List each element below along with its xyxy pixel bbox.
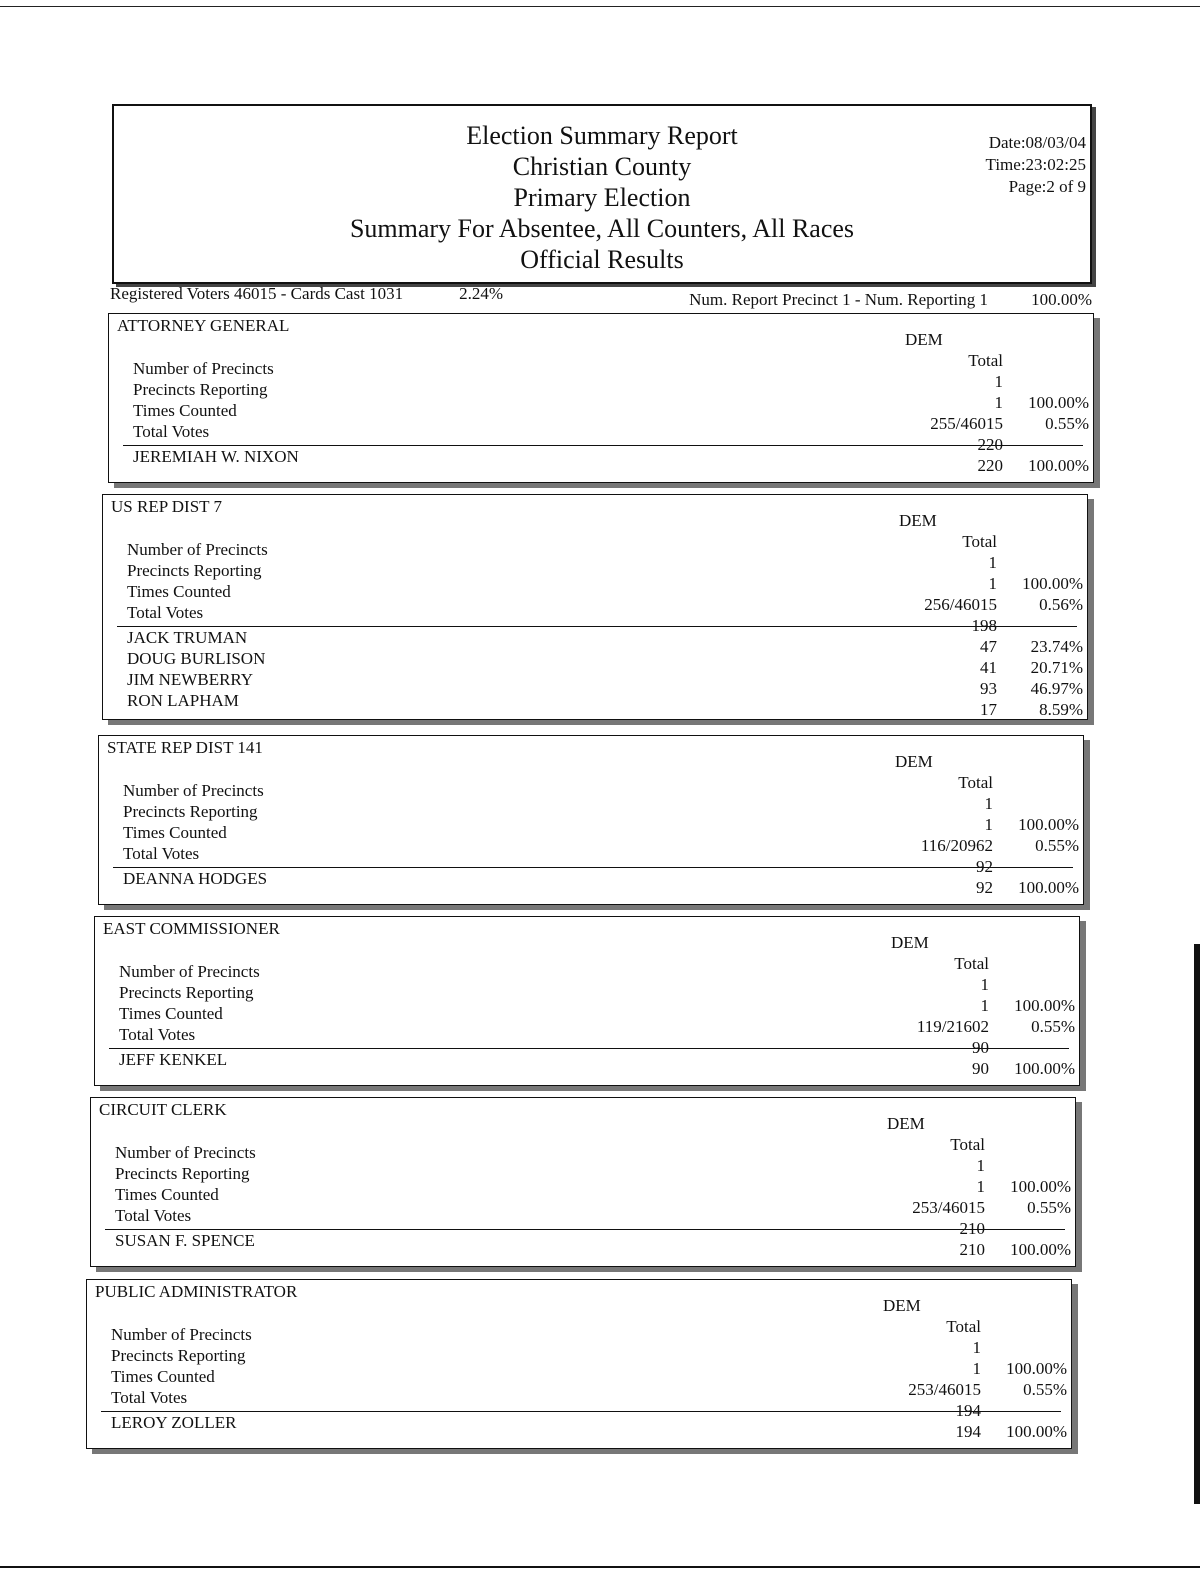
candidate-name: JACK TRUMAN (127, 628, 248, 647)
vote-value: 119/21602 (916, 1017, 989, 1036)
vote-value: 1 (972, 1359, 981, 1378)
candidate-list (119, 1049, 227, 1070)
vote-percent: 100.00% (1006, 1359, 1067, 1378)
vote-value: 256/46015 (924, 595, 997, 614)
vote-percent: 46.97% (1030, 679, 1083, 698)
candidate-list (133, 446, 299, 467)
vote-percent: 100.00% (1014, 996, 1075, 1015)
stat-value-row (873, 772, 1079, 793)
vote-value: 1 (976, 1177, 985, 1196)
race-title: PUBLIC ADMINISTRATOR (95, 1282, 298, 1301)
candidate-value-row (861, 1421, 1067, 1442)
vote-value: Total (968, 351, 1003, 370)
race-box (102, 494, 1088, 720)
vote-value: 1 (994, 393, 1003, 412)
race-title: US REP DIST 7 (111, 497, 222, 516)
stat-label: Times Counted (123, 823, 227, 842)
vote-value: 1 (972, 1338, 981, 1357)
candidate-value-row (877, 699, 1083, 720)
party-label: DEM (883, 1296, 921, 1315)
page-bottom-rule (0, 1566, 1200, 1568)
vote-value: 194 (955, 1422, 981, 1441)
vote-value: 1 (980, 996, 989, 1015)
stat-value-row (877, 531, 1083, 552)
vote-percent (997, 531, 1083, 552)
party-label: DEM (895, 752, 933, 771)
candidate-name: LEROY ZOLLER (111, 1413, 237, 1432)
vote-percent: 0.55% (1045, 414, 1089, 433)
vote-value: 92 (976, 878, 993, 897)
stat-labels (111, 1324, 252, 1408)
race-divider (101, 1411, 1061, 1412)
stat-value-row (877, 552, 1083, 573)
candidate-list (111, 1412, 236, 1433)
vote-value: 253/46015 (912, 1198, 985, 1217)
candidate-name: JEREMIAH W. NIXON (133, 447, 299, 466)
vote-percent: 100.00% (1010, 1177, 1071, 1196)
stat-value-row (865, 1197, 1071, 1218)
stat-values (873, 772, 1079, 877)
vote-value: 220 (977, 435, 1003, 454)
report-header (112, 104, 1092, 284)
candidate-value-row (877, 636, 1083, 657)
race-box (108, 313, 1094, 483)
candidate-list (123, 868, 267, 889)
stat-label: Number of Precincts (115, 1143, 256, 1162)
vote-value: 255/46015 (930, 414, 1003, 433)
vote-percent (989, 974, 1075, 995)
stat-label: Times Counted (111, 1367, 215, 1386)
vote-percent: 100.00% (1028, 456, 1089, 475)
party-label: DEM (899, 511, 937, 530)
stat-label: Total Votes (115, 1206, 192, 1225)
vote-value: 93 (980, 679, 997, 698)
vote-value: 47 (980, 637, 997, 656)
stat-label: Times Counted (119, 1004, 223, 1023)
race-title: EAST COMMISSIONER (103, 919, 280, 938)
vote-percent: 0.56% (1039, 595, 1083, 614)
candidate-name: JEFF KENKEL (119, 1050, 228, 1069)
stat-value-row (869, 974, 1075, 995)
candidate-list (115, 1230, 255, 1251)
stat-value-row (883, 413, 1089, 434)
vote-value: 92 (976, 857, 993, 876)
stat-value-row (883, 350, 1089, 371)
stat-values (883, 350, 1089, 455)
voters-text: Registered Voters 46015 - Cards Cast 1031 (110, 284, 404, 303)
vote-value: 1 (976, 1156, 985, 1175)
vote-percent: 100.00% (1022, 574, 1083, 593)
stat-label: Precincts Reporting (111, 1346, 246, 1365)
scan-edge-mark (1194, 944, 1200, 1504)
voters-summary (110, 284, 503, 304)
vote-value: 90 (972, 1059, 989, 1078)
stat-label: Times Counted (133, 401, 237, 420)
stat-value-row (865, 1176, 1071, 1197)
vote-percent: 0.55% (1027, 1198, 1071, 1217)
candidate-name: DOUG BURLISON (127, 649, 266, 668)
candidate-value-row (877, 678, 1083, 699)
vote-percent (981, 1316, 1067, 1337)
race-box (90, 1097, 1076, 1267)
stat-value-row (873, 814, 1079, 835)
candidate-values (873, 877, 1079, 898)
party-label: DEM (891, 933, 929, 952)
stat-label: Precincts Reporting (119, 983, 254, 1002)
stat-label: Total Votes (119, 1025, 196, 1044)
stat-labels (119, 961, 260, 1045)
candidate-values (865, 1239, 1071, 1260)
page-top-rule (0, 6, 1200, 7)
stat-labels (115, 1142, 256, 1226)
vote-value: 116/20962 (920, 836, 993, 855)
stat-label: Precincts Reporting (115, 1164, 250, 1183)
precinct-text: Num. Report Precinct 1 - Num. Reporting 1 (689, 290, 988, 309)
election-name: Primary Election (513, 183, 691, 212)
precinct-pct: 100.00% (1031, 290, 1092, 309)
stat-label: Precincts Reporting (127, 561, 262, 580)
candidate-name: JIM NEWBERRY (127, 670, 254, 689)
vote-percent: 0.55% (1035, 836, 1079, 855)
vote-percent: 0.55% (1023, 1380, 1067, 1399)
vote-value: 210 (959, 1219, 985, 1238)
vote-value: Total (954, 954, 989, 973)
stat-label: Times Counted (127, 582, 231, 601)
candidate-name: SUSAN F. SPENCE (115, 1231, 255, 1250)
header-meta (986, 132, 1086, 198)
vote-percent: 20.71% (1030, 658, 1083, 677)
candidate-value-row (865, 1239, 1071, 1260)
vote-percent: 8.59% (1039, 700, 1083, 719)
candidate-name: RON LAPHAM (127, 691, 239, 710)
vote-value: 1 (984, 815, 993, 834)
vote-value: 194 (955, 1401, 981, 1420)
vote-value: 210 (959, 1240, 985, 1259)
candidate-value-row (869, 1058, 1075, 1079)
stat-labels (127, 539, 268, 623)
vote-percent (997, 552, 1083, 573)
stat-value-row (865, 1134, 1071, 1155)
race-divider (109, 1048, 1069, 1049)
party-label: DEM (905, 330, 943, 349)
candidate-list (127, 627, 265, 711)
race-box (98, 735, 1084, 905)
race-title: ATTORNEY GENERAL (117, 316, 290, 335)
stat-labels (133, 358, 274, 442)
precinct-summary (689, 290, 1092, 310)
candidate-value-row (877, 657, 1083, 678)
stat-label: Number of Precincts (127, 540, 268, 559)
vote-value: Total (946, 1317, 981, 1336)
vote-percent: 100.00% (1010, 1240, 1071, 1259)
county-name: Christian County (512, 152, 692, 181)
race-title: CIRCUIT CLERK (99, 1100, 227, 1119)
vote-value: 17 (980, 700, 997, 719)
vote-value: 220 (977, 456, 1003, 475)
stat-label: Number of Precincts (133, 359, 274, 378)
stat-value-row (883, 392, 1089, 413)
party-label: DEM (887, 1114, 925, 1133)
report-date: Date:08/03/04 (988, 133, 1086, 152)
candidate-values (877, 636, 1083, 720)
report-scope: Summary For Absentee, All Counters, All Races (349, 214, 855, 243)
vote-value: 1 (994, 372, 1003, 391)
stat-values (877, 531, 1083, 636)
vote-percent (985, 1134, 1071, 1155)
vote-value: 1 (980, 975, 989, 994)
stat-value-row (877, 573, 1083, 594)
vote-value: Total (962, 532, 997, 551)
stat-values (865, 1134, 1071, 1239)
vote-percent (1003, 371, 1089, 392)
stat-value-row (865, 1155, 1071, 1176)
stat-label: Total Votes (133, 422, 210, 441)
candidate-values (869, 1058, 1075, 1079)
stat-label: Times Counted (115, 1185, 219, 1204)
stat-values (861, 1316, 1067, 1421)
stat-value-row (861, 1337, 1067, 1358)
vote-percent (993, 793, 1079, 814)
vote-percent (1003, 350, 1089, 371)
stat-value-row (869, 1016, 1075, 1037)
vote-percent: 23.74% (1030, 637, 1083, 656)
candidate-name: DEANNA HODGES (123, 869, 268, 888)
vote-value: 253/46015 (908, 1380, 981, 1399)
stat-label: Number of Precincts (123, 781, 264, 800)
stat-label: Precincts Reporting (133, 380, 268, 399)
stat-value-row (883, 371, 1089, 392)
vote-value: 90 (972, 1038, 989, 1057)
stat-value-row (861, 1316, 1067, 1337)
race-title: STATE REP DIST 141 (107, 738, 263, 757)
header-titles (114, 120, 1090, 275)
stat-value-row (873, 793, 1079, 814)
page-number: Page:2 of 9 (1008, 177, 1086, 196)
vote-percent (989, 953, 1075, 974)
stat-label: Precincts Reporting (123, 802, 258, 821)
stat-value-row (869, 995, 1075, 1016)
stat-label: Total Votes (123, 844, 200, 863)
stat-value-row (869, 953, 1075, 974)
stat-value-row (861, 1379, 1067, 1400)
vote-percent: 100.00% (1006, 1422, 1067, 1441)
vote-percent: 100.00% (1018, 815, 1079, 834)
vote-percent: 100.00% (1028, 393, 1089, 412)
summary-line (108, 284, 1092, 310)
stat-label: Total Votes (111, 1388, 188, 1407)
stat-label: Number of Precincts (111, 1325, 252, 1344)
results-status: Official Results (520, 245, 684, 274)
vote-percent: 100.00% (1018, 878, 1079, 897)
vote-percent (981, 1337, 1067, 1358)
candidate-values (861, 1421, 1067, 1442)
candidate-value-row (873, 877, 1079, 898)
vote-percent (985, 1155, 1071, 1176)
stat-labels (123, 780, 264, 864)
race-box (94, 916, 1080, 1086)
vote-value: 1 (988, 553, 997, 572)
vote-percent: 100.00% (1014, 1059, 1075, 1078)
vote-value: 1 (988, 574, 997, 593)
stat-label: Number of Precincts (119, 962, 260, 981)
vote-value: 198 (971, 616, 997, 635)
candidate-value-row (883, 455, 1089, 476)
race-box (86, 1279, 1072, 1449)
vote-value: 1 (984, 794, 993, 813)
stat-value-row (877, 594, 1083, 615)
stat-label: Total Votes (127, 603, 204, 622)
stat-values (869, 953, 1075, 1058)
stat-value-row (861, 1358, 1067, 1379)
vote-percent (993, 772, 1079, 793)
stat-value-row (873, 835, 1079, 856)
report-title: Election Summary Report (466, 121, 738, 150)
report-time: Time:23:02:25 (985, 155, 1086, 174)
vote-value: Total (958, 773, 993, 792)
vote-percent: 0.55% (1031, 1017, 1075, 1036)
candidate-values (883, 455, 1089, 476)
vote-value: Total (950, 1135, 985, 1154)
vote-value: 41 (980, 658, 997, 677)
turnout-pct: 2.24% (459, 284, 504, 303)
